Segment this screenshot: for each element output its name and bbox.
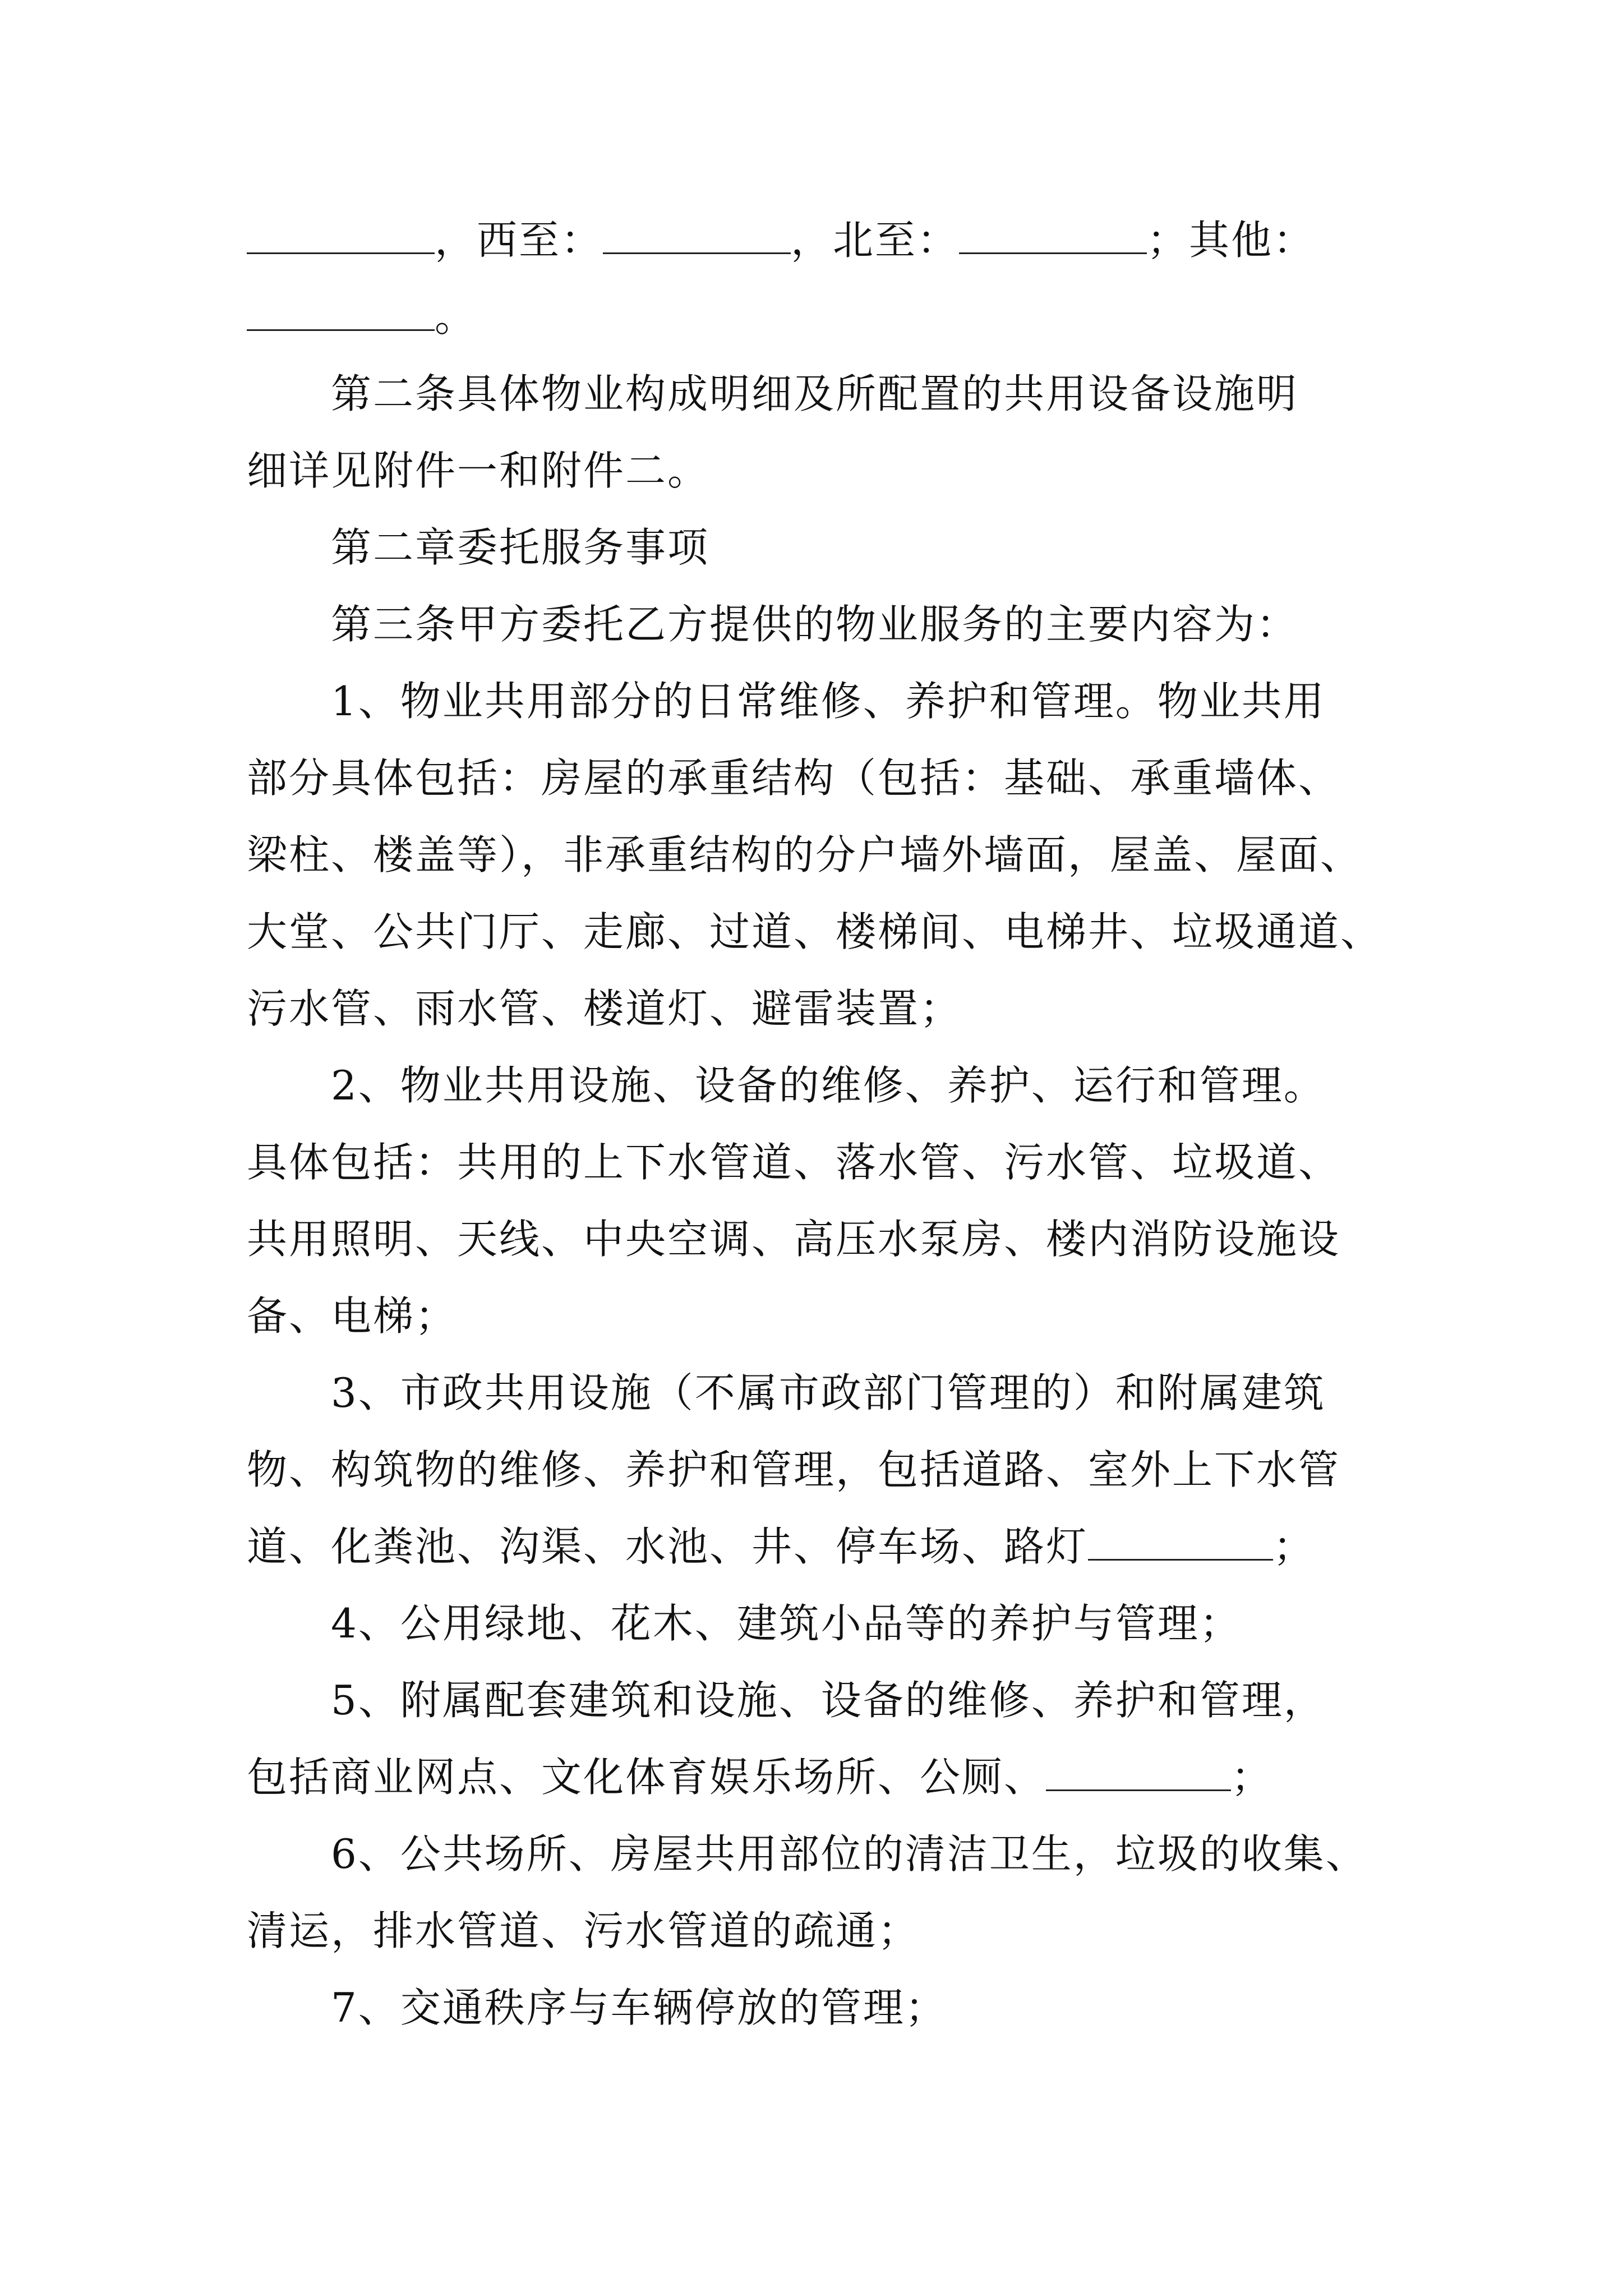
list-item-line: 5、附属配套建筑和设施、设备的维修、养护和管理， [331, 1677, 1326, 1724]
list-item-line: 污水管、雨水管、楼道灯、避雷装置； [247, 985, 962, 1032]
list-item-line: 共用照明、天线、中央空调、高压水泵房、楼内消防设施设 [247, 1216, 1341, 1263]
list-item-line: 物、构筑物的维修、养护和管理，包括道路、室外上下水管 [247, 1446, 1341, 1493]
list-item-line: 具体包括：共用的上下水管道、落水管、污水管、垃圾道、 [247, 1139, 1341, 1186]
blank-other [247, 326, 435, 331]
text-segment: 包括商业网点、文化体育娱乐场所、公厕、 [247, 1754, 1046, 1801]
list-item-line [247, 1508, 1374, 1585]
blank-facilities [1046, 1786, 1231, 1791]
document-body [247, 202, 1383, 2046]
text-segment: ，北至： [791, 217, 960, 264]
list-item-line: 备、电梯； [247, 1292, 458, 1340]
list-item-line: 1、物业共用部分的日常维修、养护和管理。物业共用 [331, 678, 1326, 725]
chapter-heading: 第二章委托服务事项 [331, 524, 710, 571]
list-item-line: 3、市政共用设施（不属市政部门管理的）和附属建筑 [331, 1369, 1326, 1416]
blank-streetlight [1088, 1556, 1273, 1561]
list-item-line: 清运，排水管道、污水管道的疏通； [247, 1907, 920, 1954]
list-item-line: 2、物业共用设施、设备的维修、养护、运行和管理。 [331, 1062, 1326, 1109]
list-item-line [247, 1739, 1374, 1816]
text-segment: ； [1231, 1754, 1274, 1801]
text-segment: 道、化粪池、沟渠、水池、井、停车场、路灯 [247, 1523, 1089, 1570]
list-item-line: 部分具体包括：房屋的承重结构（包括：基础、承重墙体、 [247, 754, 1341, 802]
paragraph-line: 第三条甲方委托乙方提供的物业服务的主要内容为： [331, 601, 1299, 648]
boundary-other-line [247, 279, 1374, 356]
text-segment: 。 [435, 293, 477, 341]
text-segment: ，西至： [435, 217, 603, 264]
list-item-line: 7、交通秩序与车辆停放的管理； [331, 1984, 947, 2031]
boundary-line [247, 202, 1374, 279]
blank-north [959, 249, 1147, 254]
text-segment: ；其他： [1147, 217, 1316, 264]
blank-east [247, 249, 435, 254]
list-item-line: 梁柱、楼盖等），非承重结构的分户墙外墙面，屋盖、屋面、 [247, 831, 1363, 878]
list-item-line: 6、公共场所、房屋共用部位的清洁卫生，垃圾的收集、 [331, 1830, 1368, 1878]
list-item-line: 4、公用绿地、花木、建筑小品等的养护与管理； [331, 1600, 1242, 1647]
paragraph-line: 细详见附件一和附件二。 [247, 447, 710, 494]
text-segment: ； [1273, 1523, 1316, 1570]
blank-west [603, 249, 791, 254]
paragraph-line: 第二条具体物业构成明细及所配置的共用设备设施明 [331, 370, 1299, 417]
list-item-line: 大堂、公共门厅、走廊、过道、楼梯间、电梯井、垃圾通道、 [247, 908, 1383, 955]
